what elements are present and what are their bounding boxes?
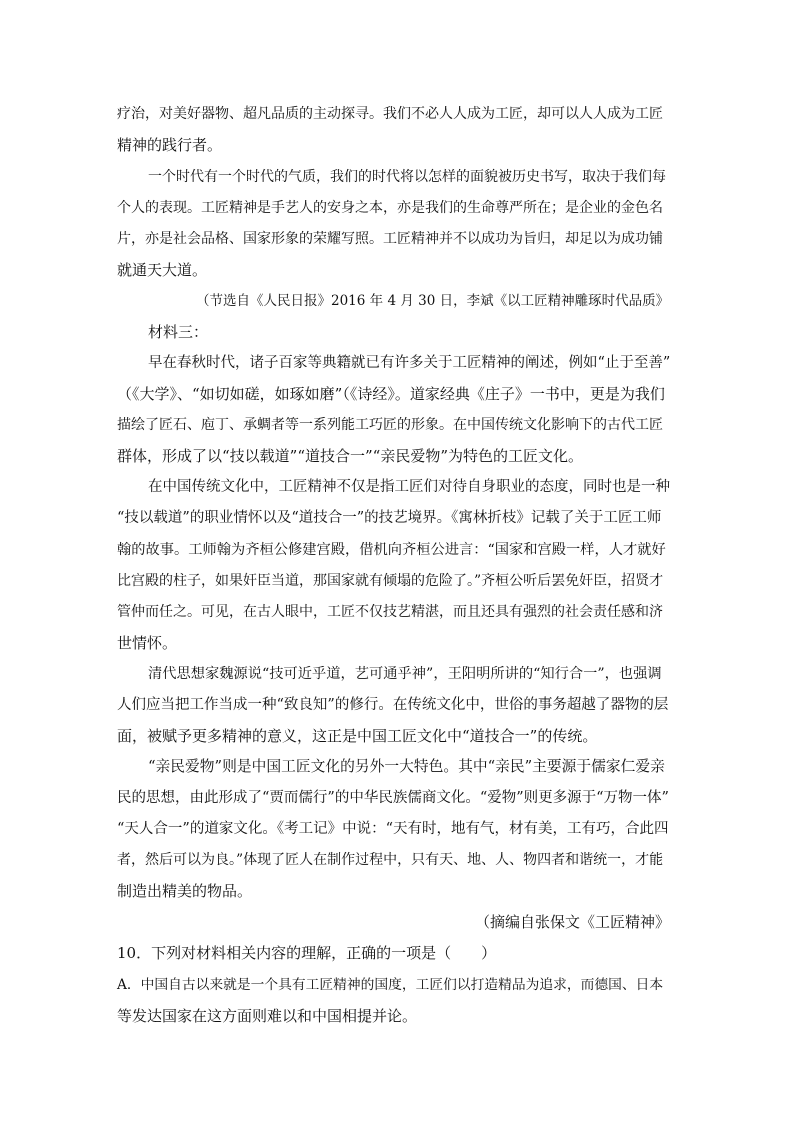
paragraph-line: 世情怀。	[117, 634, 178, 652]
question-stem: 10．下列对材料相关内容的理解，正确的一项是（ ）	[117, 944, 497, 962]
paragraph-line: 在中国传统文化中，工匠精神不仅是指工匠们对待自身职业的态度，同时也是一种	[148, 479, 670, 495]
paragraph-line: 制造出精美的物品。	[117, 882, 253, 900]
paragraph-line: 片，亦是社会品格、国家形象的荣耀写照。工匠精神并不以成功为旨归，却足以为成功铺	[117, 231, 663, 247]
paragraph-line: 比宫殿的柱子，如果奸臣当道，那国家就有倾塌的危险了。”齐桓公听后罢免奸臣，招贤才	[117, 573, 664, 589]
paragraph-line: “亲民爱物”则是中国工匠文化的另外一大特色。其中“亲民”主要源于儒家仁爱亲	[148, 758, 665, 775]
paragraph-line: 翰的故事。工师翰为齐桓公修建宫殿，借机向齐桓公进言：“国家和宫殿一样，人才就好	[117, 542, 666, 558]
paragraph-line: 群体，形成了以“技以载道”“道技合一”“亲民爱物”为特色的工匠文化。	[117, 447, 584, 465]
paragraph-line: 描绘了匠石、庖丁、承蜩者等一系列能工巧匠的形象。在中国传统文化影响下的古代工匠	[117, 417, 663, 433]
paragraph-line: 疗治，对美好器物、超凡品质的主动探寻。我们不必人人成为工匠，却可以人人成为工匠	[117, 106, 663, 122]
paragraph-line: 者，然后可以为良。”体现了匠人在制作过程中，只有天、地、人、物四者和谐统一，才能	[117, 852, 664, 868]
answer-option-a: A．中国自古以来就是一个具有工匠精神的国度，工匠们以打造精品为追求，而德国、日本	[117, 977, 664, 993]
paragraph-line: 就通天大道。	[117, 261, 208, 279]
source-citation: （节选自《人民日报》2016 年 4 月 30 日，李斌《以工匠精神雕琢时代品质》	[196, 293, 670, 309]
paragraph-line: 面，被赋予更多精神的意义，这正是中国工匠文化中“道技合一”的传统。	[117, 727, 598, 745]
paragraph-line: 管仲而任之。可见，在古人眼中，工匠不仅技艺精湛，而且还具有强烈的社会责任感和济	[117, 604, 663, 620]
paragraph-line: 人们应当把工作当成一种“致良知”的修行。在传统文化中，世俗的事务超越了器物的层	[117, 697, 669, 713]
paragraph-line: 一个时代有一个时代的气质，我们的时代将以怎样的面貌被历史书写，取决于我们每	[148, 169, 666, 185]
paragraph-line: 清代思想家魏源说“技可近乎道，艺可通乎神”，王阳明所讲的“知行合一”，也强调	[148, 666, 662, 682]
paragraph-line: 精神的践行者。	[117, 136, 223, 154]
section-heading: 材料三：	[148, 323, 209, 341]
source-citation: （摘编自张保文《工匠精神》	[474, 913, 670, 931]
paragraph-line: （《大学》、“如切如磋，如琢如磨”（《诗经》。道家经典《庄子》一书中，更是为我们	[117, 385, 665, 403]
answer-option-a: 等发达国家在这方面则难以和中国相提并论。	[117, 1007, 418, 1025]
paragraph-line: 民的思想，由此形成了“贾而儒行”的中华民族儒商文化。“爱物”则更多源于“万物一体”	[117, 790, 669, 806]
paragraph-line: “技以载道”的职业情怀以及“道技合一”的技艺境界。《寓林折枝》记载了关于工匠工师	[117, 510, 662, 526]
paragraph-line: 个人的表现。工匠精神是手艺人的安身之本，亦是我们的生命尊严所在；是企业的金色名	[117, 200, 663, 216]
paragraph-line: 早在春秋时代，诸子百家等典籍就已有许多关于工匠精神的阐述，例如“止于至善”	[148, 355, 671, 371]
paragraph-line: “天人合一”的道家文化。《考工记》中说：“天有时，地有气，材有美，工有巧，合此四	[117, 821, 669, 837]
